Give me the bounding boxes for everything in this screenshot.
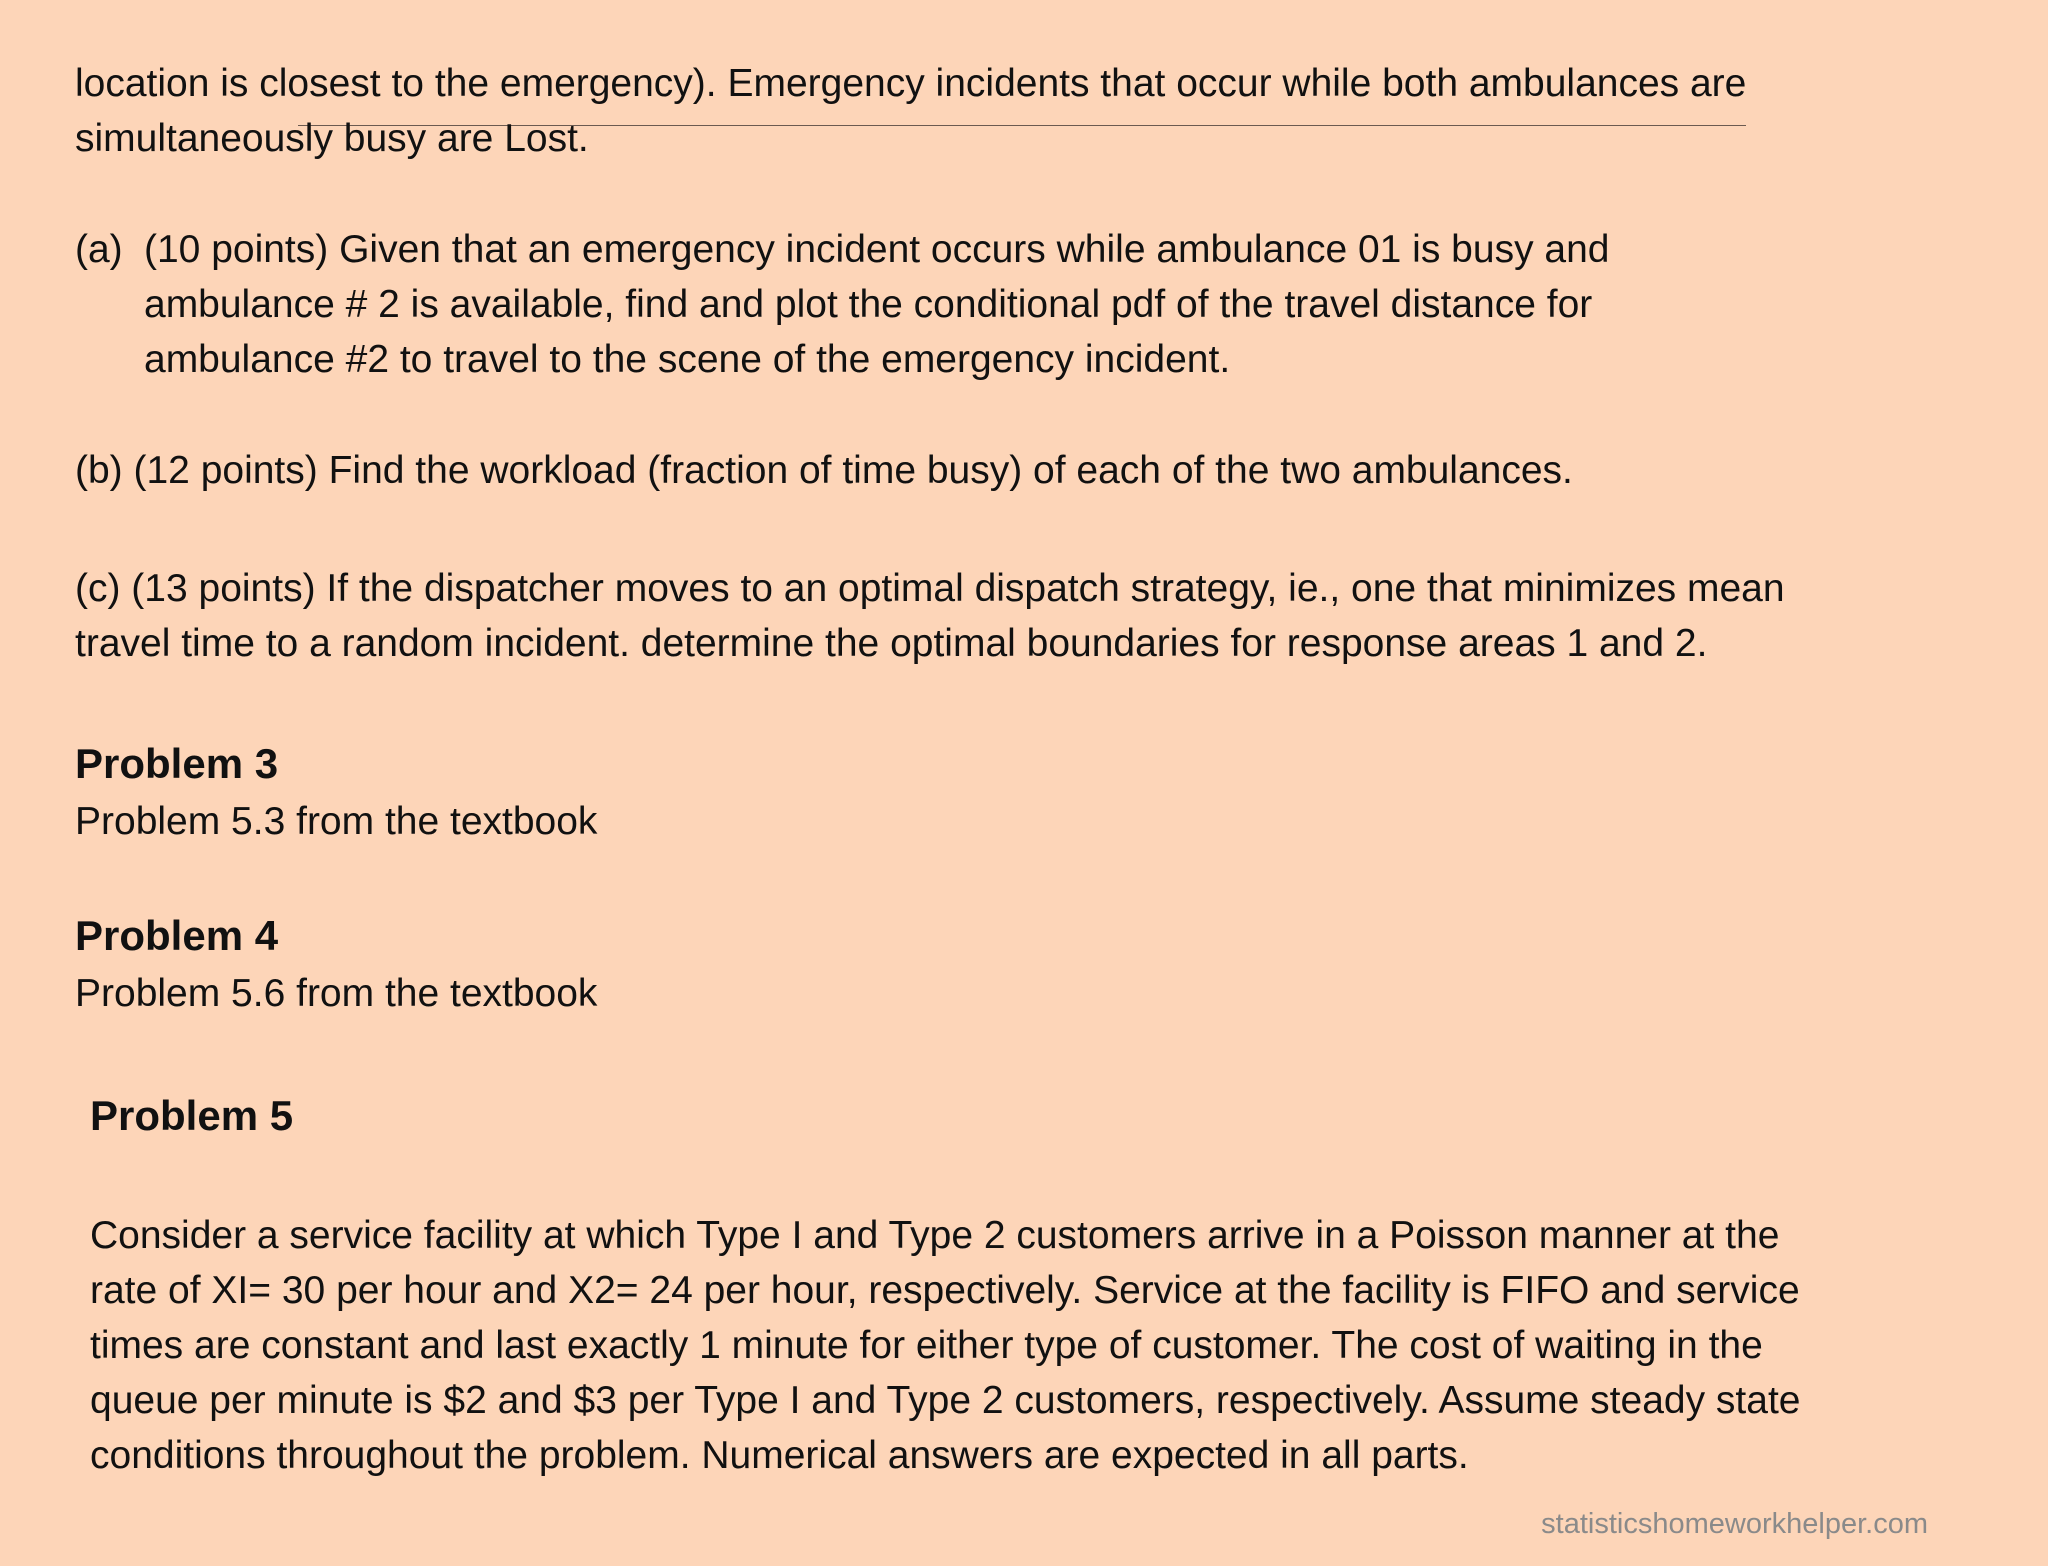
part-c-line-1: (c) (13 points) If the dispatcher moves to an optimal dispatch strategy, ie., one that minimizes mean — [75, 567, 1785, 610]
problem-3-body: Problem 5.3 from the textbook — [75, 800, 598, 843]
problem-5-line-5: conditions throughout the problem. Numerical answers are expected in all parts. — [90, 1434, 1469, 1477]
part-c-line-2: travel time to a random incident. determine the optimal boundaries for response areas 1 and 2. — [75, 622, 1708, 665]
problem-3-heading: Problem 3 — [75, 740, 279, 787]
problem-4-heading: Problem 4 — [75, 912, 279, 959]
part-a-line-2: ambulance # 2 is available, find and plot the conditional pdf of the travel distance for — [144, 283, 1593, 326]
problem-5-heading: Problem 5 — [90, 1092, 294, 1139]
intro-line-2: simultaneously busy are Lost. — [75, 117, 589, 160]
problem-4-body: Problem 5.6 from the textbook — [75, 972, 598, 1015]
part-a-line-3: ambulance #2 to travel to the scene of the emergency incident. — [144, 338, 1231, 381]
part-b-line-1: (b) (12 points) Find the workload (fraction of time busy) of each of the two ambulances. — [75, 449, 1573, 492]
watermark: statisticshomeworkhelper.com — [1541, 1508, 1928, 1540]
intro-line-1: location is closest to the emergency). Emergency incidents that occur while both ambulances are — [75, 62, 1747, 105]
problem-5-line-1: Consider a service facility at which Type I and Type 2 customers arrive in a Poisson manner at the — [90, 1214, 1780, 1257]
problem-5-line-3: times are constant and last exactly 1 minute for either type of customer. The cost of waiting in the — [90, 1324, 1763, 1367]
problem-5-line-2: rate of XI= 30 per hour and X2= 24 per hour, respectively. Service at the facility is FIFO and service — [90, 1269, 1800, 1312]
part-a-line-1: (10 points) Given that an emergency incident occurs while ambulance 01 is busy and — [144, 228, 1610, 271]
problem-5-line-4: queue per minute is $2 and $3 per Type I and Type 2 customers, respectively. Assume steady state — [90, 1379, 1801, 1422]
part-a-label: (a) — [75, 228, 123, 271]
